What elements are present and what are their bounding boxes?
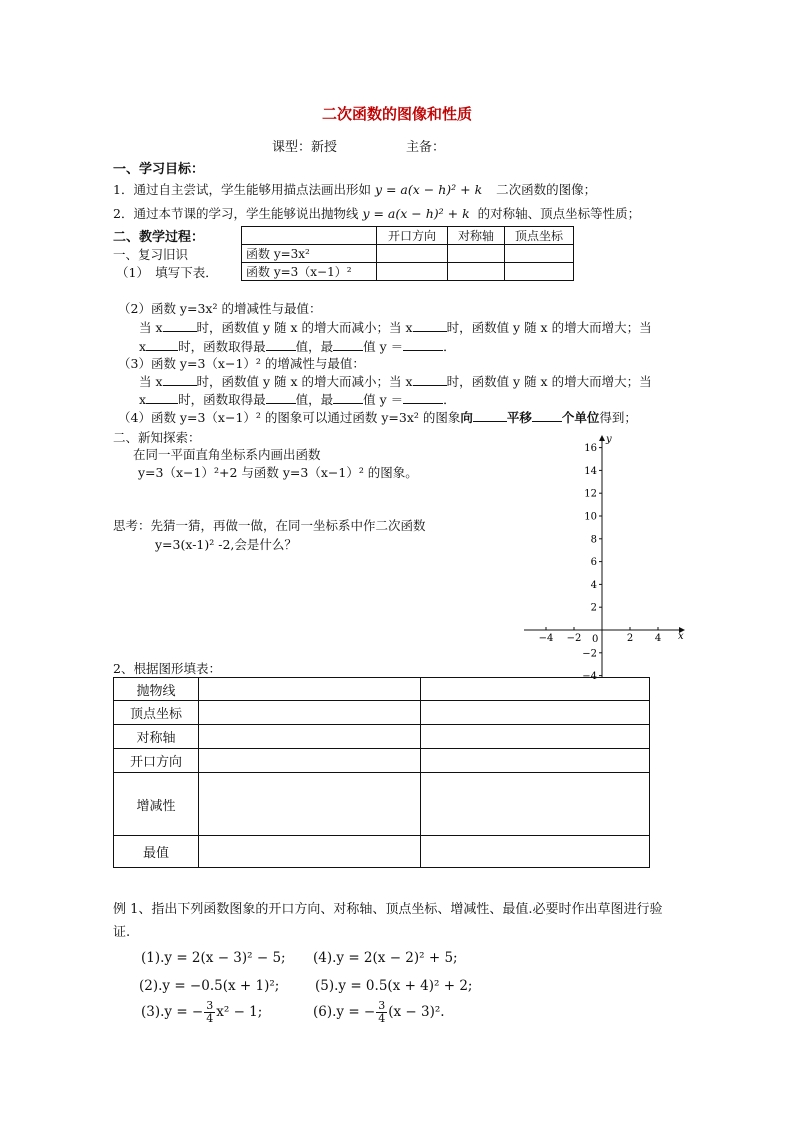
origin-label: 0	[592, 634, 599, 645]
blank-field[interactable]	[403, 391, 443, 404]
val-y-text: 值 y ＝	[363, 339, 404, 354]
review-table	[241, 226, 574, 281]
formula-5: (5).y = 0.5(x + 4)² + 2;	[315, 978, 473, 994]
goal-1	[113, 180, 596, 198]
table-cell[interactable]	[199, 836, 421, 868]
q4-text-e: 得到；	[599, 410, 637, 425]
table-cell[interactable]	[505, 263, 574, 281]
q2-line2	[139, 337, 456, 355]
y-tick-label: 8	[590, 534, 597, 546]
formula-6-a: (6).y = −	[313, 1004, 376, 1020]
get-text: 时，函数取得最	[178, 339, 266, 354]
blank-field[interactable]	[163, 319, 197, 332]
q2-line1	[139, 318, 652, 336]
row-label: 顶点坐标	[114, 701, 199, 725]
q4-line	[118, 408, 637, 426]
formula-6-b: (x − 3)².	[388, 1004, 445, 1020]
fill-label: （1） 填写下表．	[116, 265, 218, 280]
table-cell[interactable]	[421, 773, 650, 836]
y-tick-label: 16	[584, 443, 597, 455]
y-tick-label: 12	[584, 488, 597, 500]
formula-3-b: x² − 1;	[216, 1004, 263, 1020]
formula-2: (2).y = −0.5(x + 1)²;	[139, 978, 280, 994]
y-tick-label: 10	[584, 511, 597, 523]
table-cell[interactable]	[421, 749, 650, 773]
period: ．	[443, 339, 456, 354]
x-tick-label: 4	[654, 633, 662, 644]
blank-field[interactable]	[163, 373, 197, 386]
blank-field[interactable]	[266, 338, 296, 351]
q4-text-b: 向	[460, 410, 473, 425]
table2-heading: 2、根据图形填表：	[113, 661, 221, 676]
q4-text-a: （4）函数 y=3（x−1）² 的图象可以通过函数 y=3x² 的图象	[118, 410, 461, 425]
formula-6	[313, 1000, 445, 1025]
table-cell[interactable]	[377, 263, 448, 281]
review-table-header	[242, 227, 574, 245]
table-row-label: 函数 y=3x²	[242, 245, 377, 263]
x-text: x	[139, 339, 147, 354]
table-header-cell: 对称轴	[448, 227, 505, 245]
fraction-numerator: 3	[378, 999, 386, 1012]
val-text: 值，最	[295, 339, 334, 354]
table-cell[interactable]	[505, 245, 574, 263]
fraction-numerator: 3	[206, 999, 214, 1012]
fraction	[376, 1000, 387, 1025]
dec-text: 时，函数值 y 随 x 的增大而减小；当 x	[196, 320, 413, 335]
table-cell[interactable]	[199, 678, 421, 701]
y-tick-label: 2	[590, 602, 597, 614]
table-cell[interactable]	[199, 725, 421, 749]
x-axis-label: x	[678, 631, 684, 642]
review-heading: 一、复习旧识	[113, 247, 189, 262]
row-label: 最值	[114, 836, 199, 868]
table-row	[114, 836, 650, 868]
blank-field[interactable]	[333, 338, 363, 351]
get-text: 时，函数取得最	[178, 392, 266, 407]
example-line1: 例 1、指出下列函数图象的开口方向、对称轴、顶点坐标、增减性、最值.必要时作出草图进行验	[113, 902, 663, 917]
x-text: x	[139, 392, 147, 407]
period: ．	[443, 392, 456, 407]
table-cell[interactable]	[421, 725, 650, 749]
author-label: 主备：	[406, 140, 446, 155]
table-header-cell: 顶点坐标	[505, 227, 574, 245]
y-tick-label: −4	[582, 671, 597, 680]
table-row	[114, 725, 650, 749]
goal-1-text-b: 二次函数的图像；	[496, 182, 597, 197]
y-tick-label: 14	[584, 465, 597, 477]
explore-heading: 二、新知探索：	[113, 430, 201, 445]
fraction-denominator: 4	[378, 1012, 386, 1025]
dec-text: 时，函数值 y 随 x 的增大而减小；当 x	[196, 374, 413, 389]
y-tick-label: 4	[590, 579, 597, 591]
think-line1: 思考：先猜一猜，再做一做，在同一坐标系中作二次函数	[113, 518, 426, 533]
fraction-denominator: 4	[206, 1012, 214, 1025]
x-tick-label: −4	[538, 633, 554, 644]
row-label: 对称轴	[114, 725, 199, 749]
table-cell[interactable]	[421, 678, 650, 701]
y-tick-label: 6	[590, 557, 597, 569]
blank-field[interactable]	[146, 391, 178, 404]
blank-field[interactable]	[333, 391, 363, 404]
q3-title: （3）函数 y=3（x−1）² 的增减性与最值：	[118, 356, 365, 371]
table-header-cell	[242, 227, 377, 245]
section-process-heading: 二、教学过程：	[113, 230, 205, 245]
inc-text: 时，函数值 y 随 x 的增大而增大；当	[446, 374, 652, 389]
table-cell[interactable]	[448, 263, 505, 281]
when-x-text: 当 x	[139, 320, 163, 335]
y-axis-label: y	[606, 434, 612, 445]
course-type: 课型：新授	[272, 140, 338, 155]
q3-line2	[139, 390, 456, 408]
row-label: 开口方向	[114, 749, 199, 773]
table-row	[114, 773, 650, 836]
coordinate-axes	[520, 430, 700, 680]
blank-field[interactable]	[403, 338, 443, 351]
table-cell[interactable]	[421, 836, 650, 868]
table-cell[interactable]	[421, 701, 650, 725]
page-title: 二次函数的图像和性质	[321, 105, 472, 123]
table-row-label: 函数 y=3（x−1）²	[242, 263, 377, 281]
q4-text-d: 个单位	[561, 410, 600, 425]
goal-1-text-a: 1．通过自主尝试，学生能够用描点法画出形如	[113, 182, 371, 197]
x-tick-label: 2	[626, 633, 634, 644]
table-cell[interactable]	[199, 773, 421, 836]
blank-field[interactable]	[266, 391, 296, 404]
formula-4: (4).y = 2(x − 2)² + 5;	[313, 950, 458, 966]
blank-field[interactable]	[413, 319, 447, 332]
properties-table	[113, 677, 650, 868]
x-tick-label: −2	[566, 633, 582, 644]
example-line2: 证.	[113, 925, 131, 940]
goal-2-text-b: 的对称轴、顶点坐标等性质；	[477, 206, 641, 221]
table-row	[114, 678, 650, 701]
table-cell[interactable]	[377, 245, 448, 263]
explore-line2: y=3（x−1）²+2 与函数 y=3（x−1）² 的图象。	[138, 465, 418, 480]
goal-2	[113, 204, 640, 222]
table-cell[interactable]	[448, 245, 505, 263]
think-line2: y=3(x-1)² -2,会是什么？	[155, 537, 297, 552]
val-text: 值，最	[295, 392, 334, 407]
blank-field[interactable]	[146, 338, 178, 351]
y-tick-label: −2	[582, 648, 597, 660]
section-goals-heading: 一、学习目标：	[113, 162, 205, 177]
q4-text-c: 平移	[506, 410, 532, 425]
goal-1-formula: y = a(x − h)² + k	[374, 182, 483, 197]
row-label: 抛物线	[114, 678, 199, 701]
when-x-text: 当 x	[139, 374, 163, 389]
q2-title: （2）函数 y=3x² 的增减性与最值：	[118, 301, 322, 316]
table-cell[interactable]	[199, 701, 421, 725]
table-header-cell: 开口方向	[377, 227, 448, 245]
blank-field[interactable]	[532, 409, 562, 422]
table-row	[114, 749, 650, 773]
table-row	[242, 263, 574, 281]
formula-1: (1).y = 2(x − 3)² − 5;	[141, 950, 286, 966]
table-cell[interactable]	[199, 749, 421, 773]
fraction	[204, 1000, 215, 1025]
table-row	[114, 701, 650, 725]
val-y-text: 值 y ＝	[363, 392, 404, 407]
formula-3	[141, 1000, 262, 1025]
row-label: 增减性	[114, 773, 199, 836]
q3-line1	[139, 372, 652, 390]
blank-field[interactable]	[473, 409, 507, 422]
formula-3-a: (3).y = −	[141, 1004, 204, 1020]
goal-2-text-a: 2．通过本节课的学习，学生能够说出抛物线	[113, 206, 359, 221]
explore-line1: 在同一平面直角坐标系内画出函数	[133, 447, 321, 462]
inc-text: 时，函数值 y 随 x 的增大而增大；当	[446, 320, 652, 335]
goal-2-formula: y = a(x − h)² + k	[362, 206, 470, 221]
table-row	[242, 245, 574, 263]
blank-field[interactable]	[413, 373, 447, 386]
